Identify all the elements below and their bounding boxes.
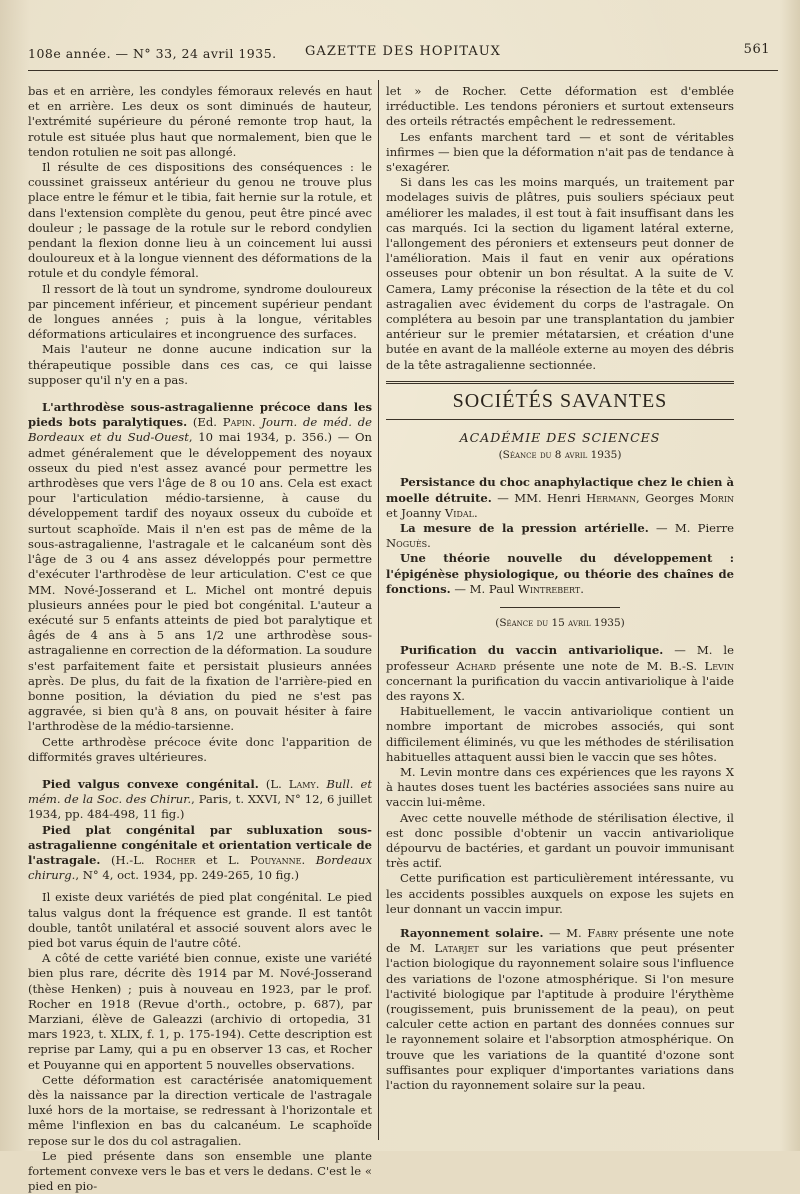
communication-entry: Persistance du choc anaphylactique chez le chien à moelle détruite. — MM. Henri Hermann, Georges Morin et Joanny Vidal. <box>386 475 734 520</box>
author-name: Fabry <box>587 925 619 940</box>
session-rule <box>500 607 620 608</box>
paragraph: Cette déformation est caractérisée anatomiquement dès la naissance par la direction verticale de l'astragale luxé hors de la mortaise, se redressant à l'horizontale et même l'inflexion en bas du calcanéum. Le scaphoïde repose sur le dos du col astragalien. <box>28 1072 372 1148</box>
header-rule <box>28 70 778 71</box>
communication-entry: La mesure de la pression artérielle. — M. Pierre Noguès. <box>386 521 734 551</box>
paragraph: Il ressort de là tout un syndrome, syndrome douloureux par pincement inférieur, et pincement supérieur pendant de longues années ; puis à la longue, véritables déformations articulaires et incongruence des surfaces. <box>28 281 372 342</box>
session-date: (Séance du 15 avril 1935) <box>495 617 625 630</box>
page-number: 561 <box>743 42 770 57</box>
academy-heading: ACADÉMIE DES SCIENCES <box>459 430 661 446</box>
paragraph: Il existe deux variétés de pied plat congénital. Le pied talus valgus dont la fréquence est grande. Il est tantôt double, tantôt unilatéral et associé souvent alors avec le pied bot varus équin de l'autre côté. <box>28 890 372 950</box>
communication-entry: Rayonnement solaire. — M. Fabry présente une note de M. Latarjet sur les variations que peut présenter l'action biologique du rayonnement solaire sous l'influence des variations de l'ozone atmosphérique. Si l'on mesure l'activité biologique par l'aptitude à produire l'érythème (rougissement, puis brunissement de la peau), on peut calculer cette action en partant des données connues sur le rayonnement solaire et l'absorption atmosphérique. On trouve que les variations de la quantité d'ozone sont suffisantes pour expliquer d'importantes variations dans l'action du rayonnement solaire sur la peau. <box>386 925 734 1092</box>
right-column <box>386 84 734 1093</box>
paragraph: bas et en arrière, les condyles fémoraux relevés en haut et en arrière. Les deux os sont diminués de hauteur, l'extrémité supérieure du péroné remonte trop haut, la rotule est située plus haut que normalement, bien que le tendon rotulien ne soit pas allongé. <box>28 84 372 159</box>
section-rule <box>386 381 734 384</box>
article-arthrodese: L'arthrodèse sous-astragalienne précoce dans les pieds bots paralytiques. (Ed. Papin. Journ. de méd. de Bordeaux et du Sud-Ouest, 10 mai 1934, p. 356.) — On admet généralement que le développement des noyaux osseux du pied n'est assez avancé pour permettre les arthrodèses que vers l'âge de 8 ou 10 ans. Cela est exact pour l'articulation médio-tarsienne, à cause du développement tardif des noyaux osseux du cuboïde et surtout scaphoïde. Mais il n'en est pas de même de la sous-astragalienne, l'astragale et le calcanéum sont dès l'âge de 3 ou 4 ans assez développés pour permettre d'exécuter l'arthrodèse de leur articulation. C'est ce que MM. Nové-Josserand et L. Michel ont montré depuis plusieurs années pour le pied bot congénital. L'auteur a exécuté sur 5 enfants atteints de pied bot paralytique et âgés de 4 ans à 5 ans 1/2 une arthrodèse sous-astragalienne en correction de la déformation. La soudure s'est parfaitement faite et persistait plusieurs années après. De plus, du fait de la fixation de l'arrière-pied en bonne position, la déviation du pied ne s'est pas aggravée, si bien qu'à 8 ans, on pouvait hésiter à faire l'arthrodèse de la médio-tarsienne. <box>28 400 373 734</box>
author-name: Papin <box>222 415 252 430</box>
paragraph: let » de Rocher. Cette déformation est d'emblée irréductible. Les tendons péroniers et surtout extenseurs des orteils rétractés empêchent le redressement. <box>386 84 734 129</box>
paragraph: Avec cette nouvelle méthode de stérilisation élective, il est donc possible d'obtenir un vaccin antivariolique dépourvu de bactéries, et gardant un pouvoir immunisant très actif. <box>386 810 734 871</box>
paragraph: Si dans les cas les moins marqués, un traitement par modelages suivis de plâtres, puis souliers spéciaux peut améliorer les malades, il est tout à fait insuffisant dans les cas marqués. Ici la section du ligament latéral externe, l'allongement des péroniers et extenseurs peut donner de l'amélioration. Mais il faut en venir aux opérations osseuses pour obtenir un bon résultat. A la suite de V. Camera, Lamy préconise la résection de la tête et du col astragalien avec évidement du corps de l'astragale. On complétera au besoin par une transplantation du jambier antérieur sur le premier métatarsien, et création d'une butée en avant de la malléole externe au moyen des débris de la tête astragalienne sectionnée. <box>386 175 734 372</box>
communication-entry: Une théorie nouvelle du développement : l'épigénèse physiologique, ou théorie des chaînes de fonctions. — M. Paul Wintrebert. <box>386 551 734 596</box>
author-name: Rocher <box>155 852 196 867</box>
paragraph: Les enfants marchent tard — et sont de véritables infirmes — bien que la déformation n'ait pas de tendance à s'exagérer. <box>386 129 734 175</box>
paragraph: Mais l'auteur ne donne aucune indication sur la thérapeutique possible dans ces cas, ce qui laisse supposer qu'il n'y en a pas. <box>28 342 372 387</box>
paragraph: Il résulte de ces dispositions des conséquences : le coussinet graisseux antérieur du genou ne trouve plus place entre le fémur et le tibia, fait hernie sur la rotule, et dans l'extension complète du genou, peut être pincé avec douleur ; le passage de la rotule sur le rebord condylien pendant la flexion donne lieu à un coincement lui aussi douloureux et à la longue viennent des déformations de la rotule et du condyle fémoral. <box>28 160 372 281</box>
author-name: Hermann <box>586 490 637 505</box>
communication-title: La mesure de la pression artérielle. <box>400 521 649 536</box>
article-title: L'arthrodèse sous-astragalienne précoce dans les pieds bots paralytiques. <box>28 400 372 430</box>
author-name: Lamy <box>288 776 316 791</box>
page-header <box>28 40 778 68</box>
journal-title: GAZETTE DES HOPITAUX <box>305 44 501 59</box>
paragraph: Habituellement, le vaccin antivariolique contient un nombre important de microbes associés, qui sont difficilement éliminés, vu que les méthodes de stérilisation habituelles attaquent aussi bien le vaccin que ses hôtes. <box>386 704 734 764</box>
author-name: Levin <box>704 658 734 673</box>
article-valgus: Pied valgus convexe congénital. (L. Lamy. Bull. et mém. de la Soc. des Chirur., Paris, t. XXVI, N° 12, 6 juillet 1934, pp. 484-498, 11 fig.) <box>28 776 372 822</box>
author-name: Wintrebert <box>517 581 581 596</box>
author-name: Vidal <box>444 505 474 520</box>
journal-name: Bordeaux chirurg. <box>28 852 372 883</box>
author-name: Latarjet <box>434 941 479 956</box>
paragraph: M. Levin montre dans ces expériences que les rayons X à hautes doses tuent les bactéries associées sans nuire au vaccin lui-même. <box>386 764 734 810</box>
session-date: (Séance du 8 avril 1935) <box>498 449 622 462</box>
author-name: Morin <box>699 490 734 505</box>
paragraph: Cette purification est particulièrement intéressante, vu les accidents possibles auxquels on expose les sujets en leur donnant un vaccin impur. <box>386 871 734 916</box>
issue-info: 108e année. — N° 33, 24 avril 1935. <box>28 46 277 61</box>
article-title: Pied plat congénital par subluxation sous-astragalienne congénitale et orientation verticale de l'astragale. <box>28 822 372 867</box>
paragraph: Cette arthrodèse précoce évite donc l'apparition de difformités graves ultérieures. <box>28 734 372 764</box>
column-divider <box>378 80 379 1140</box>
article-title: Pied valgus convexe congénital. <box>42 776 259 791</box>
author-name: Noguès <box>386 536 428 551</box>
paragraph: Le pied présente dans son ensemble une plante fortement convexe vers le bas et vers le dedans. C'est le « pied en pio- <box>28 1148 372 1194</box>
communication-title: Persistance du choc anaphylactique chez le chien à moelle détruite. <box>386 475 734 505</box>
communication-title: Une théorie nouvelle du développement : l'épigénèse physiologique, ou théorie des chaînes de fonctions. <box>386 551 734 596</box>
section-title: SOCIÉTÉS SAVANTES <box>452 389 668 412</box>
paragraph: A côté de cette variété bien connue, existe une variété bien plus rare, décrite dès 1914 par M. Nové-Josserand (thèse Henken) ; puis à nouveau en 1923, par le prof. Rocher en 1918 (Revue d'orth., octobre, p. 687), par Marziani, élève de Galeazzi (archivio di ortopedia, 31 mars 1923, t. XLIX, f. 1, p. 175-194). Cette description est reprise par Lamy, qui a pu en observer 13 cas, et Rocher et Pouyanne qui en apportent 5 nouvelles observations. <box>28 951 372 1072</box>
article-pied-plat: Pied plat congénital par subluxation sous-astragalienne congénitale et orientation verticale de l'astragale. (H.-L. Rocher et L. Pouyanne. Bordeaux chirurg., N° 4, oct. 1934, pp. 249-265, 10 fig.) <box>28 822 372 883</box>
communication-entry: Purification du vaccin antivariolique. — M. le professeur Achard présente une note de M. B.-S. Levin concernant la purification du vaccin antivariolique à l'aide des rayons X. <box>386 643 734 703</box>
author-name: Pouyanne <box>250 852 302 867</box>
section-rule <box>386 419 734 420</box>
journal-name: Bull. et mém. de la Soc. des Chirur. <box>28 776 372 807</box>
communication-title: Rayonnement solaire. <box>400 925 544 940</box>
communication-title: Purification du vaccin antivariolique. <box>400 643 664 658</box>
author-name: Achard <box>456 658 496 673</box>
left-column <box>28 84 372 1194</box>
journal-name: Journ. de méd. de Bordeaux et du Sud-Ouest <box>28 415 373 445</box>
